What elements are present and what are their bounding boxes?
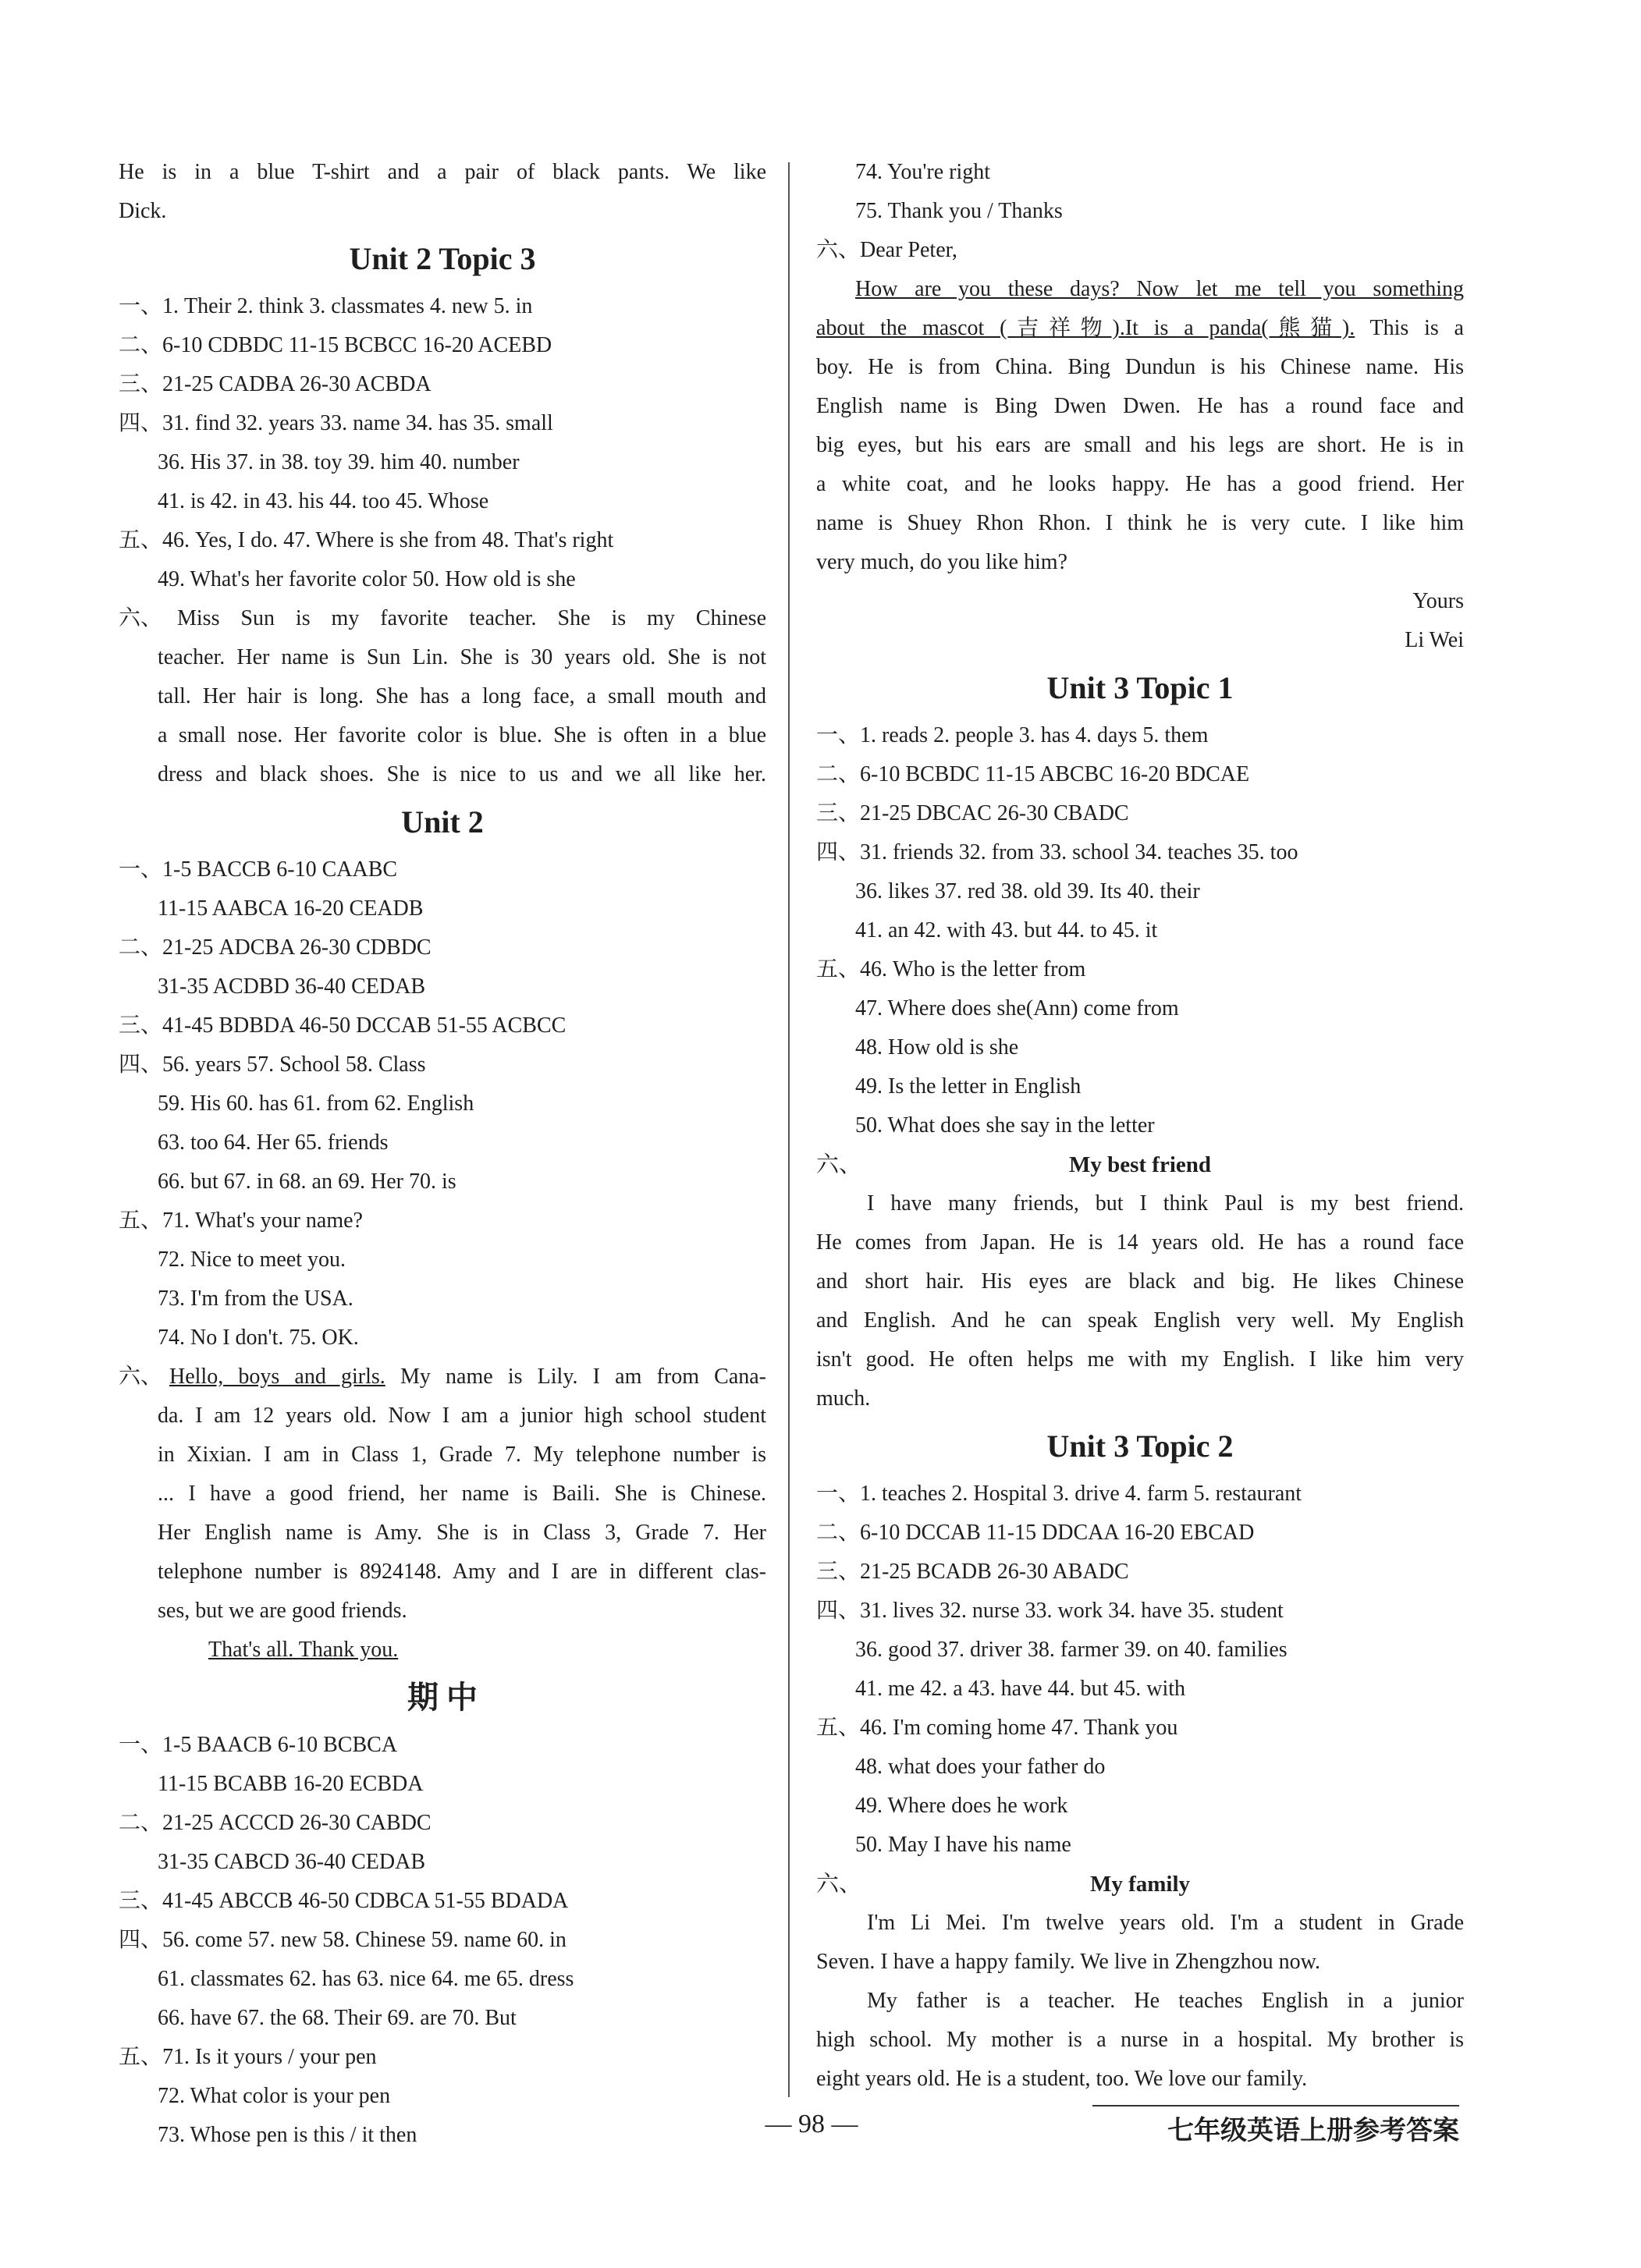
- essay-closing: That's all. Thank you.: [208, 1638, 399, 1662]
- column-divider: [788, 162, 790, 2097]
- answer-line: 五、46. I'm coming home 47. Thank you: [816, 1716, 1178, 1740]
- essay-line: tall. Her hair is long. She has a long face, a small mouth and: [158, 684, 766, 708]
- question-label: 六、: [816, 1872, 862, 1897]
- answer-line: 36. His 37. in 38. toy 39. him 40. number: [158, 450, 520, 474]
- essay-line: eight years old. He is a student, too. We love our family.: [816, 2067, 1308, 2091]
- essay-line: and short hair. His eyes are black and big. He likes Chinese: [816, 1269, 1464, 1294]
- essay-line: high school. My mother is a nurse in a hospital. My brother is: [816, 2028, 1464, 2052]
- answer-line: 三、21-25 DBCAC 26-30 CBADC: [816, 801, 1129, 825]
- answer-line: 二、6-10 DCCAB 11-15 DDCAA 16-20 EBCAD: [816, 1521, 1255, 1545]
- essay-line: much.: [816, 1386, 871, 1411]
- answer-line: 74. You're right: [855, 160, 991, 184]
- answer-line: 五、46. Who is the letter from: [816, 957, 1086, 981]
- answer-line: 36. good 37. driver 38. farmer 39. on 40. families: [855, 1638, 1288, 1662]
- essay-line: da. I am 12 years old. Now I am a junior high school student: [158, 1404, 766, 1428]
- letter-line: boy. He is from China. Bing Dundun is his Chinese name. His: [816, 355, 1464, 379]
- answer-line: 72. Nice to meet you.: [158, 1248, 346, 1272]
- essay-line: a small nose. Her favorite color is blue. She is often in a blue: [158, 723, 766, 747]
- answer-line: 49. Where does he work: [855, 1794, 1068, 1818]
- question-label: 六、: [119, 606, 163, 630]
- question-label: 六、: [119, 1365, 163, 1389]
- essay-line: Seven. I have a happy family. We live in Zhengzhou now.: [816, 1950, 1320, 1974]
- answer-line: 73. I'm from the USA.: [158, 1287, 353, 1311]
- answer-line: 50. May I have his name: [855, 1833, 1071, 1857]
- essay-line: ses, but we are good friends.: [158, 1599, 407, 1623]
- essay-line: I'm Li Mei. I'm twelve years old. I'm a student in Grade: [867, 1911, 1464, 1935]
- answer-line: 三、41-45 ABCCB 46-50 CDBCA 51-55 BDADA: [119, 1889, 569, 1913]
- answer-line: 48. what does your father do: [855, 1755, 1106, 1779]
- answer-line: 41. is 42. in 43. his 44. too 45. Whose: [158, 489, 489, 513]
- answer-line: 四、56. come 57. new 58. Chinese 59. name 60. in: [119, 1928, 567, 1952]
- answer-line: 二、21-25 ACCCD 26-30 CABDC: [119, 1811, 432, 1835]
- letter-signoff: Yours: [1412, 589, 1464, 613]
- answer-line: 一、1-5 BACCB 6-10 CAABC: [119, 857, 398, 882]
- answer-line: 四、56. years 57. School 58. Class: [119, 1052, 426, 1077]
- answer-line: 66. but 67. in 68. an 69. Her 70. is: [158, 1169, 456, 1194]
- answer-line: 三、21-25 BCADB 26-30 ABADC: [816, 1560, 1129, 1584]
- essay-line: 六、 Miss Sun is my favorite teacher. She is my Chinese: [119, 599, 766, 638]
- essay-line: Her English name is Amy. She is in Class 3, Grade 7. Her: [158, 1521, 766, 1545]
- answer-line: 31-35 ACDBD 36-40 CEDAB: [158, 974, 426, 999]
- section-heading: Unit 3 Topic 1: [1046, 670, 1234, 705]
- answer-line: 50. What does she say in the letter: [855, 1113, 1155, 1138]
- answer-line: 41. me 42. a 43. have 44. but 45. with: [855, 1677, 1186, 1701]
- answer-line: 一、1. teaches 2. Hospital 3. drive 4. farm 5. restaurant: [816, 1482, 1302, 1506]
- answer-line: 61. classmates 62. has 63. nice 64. me 65. dress: [158, 1967, 574, 1991]
- answer-line: 五、46. Yes, I do. 47. Where is she from 48. That's right: [119, 528, 614, 552]
- answer-line: 66. have 67. the 68. Their 69. are 70. But: [158, 2006, 517, 2030]
- answer-line: 二、21-25 ADCBA 26-30 CDBDC: [119, 935, 432, 960]
- essay-line: teacher. Her name is Sun Lin. She is 30 years old. She is not: [158, 645, 766, 669]
- answer-line: 五、71. What's your name?: [119, 1209, 363, 1233]
- answer-line: 74. No I don't. 75. OK.: [158, 1326, 359, 1350]
- essay-line: isn't good. He often helps me with my English. I like him very: [816, 1347, 1464, 1372]
- answer-line: 一、1. reads 2. people 3. has 4. days 5. them: [816, 723, 1209, 747]
- answer-line: 三、21-25 CADBA 26-30 ACBDA: [119, 372, 432, 396]
- essay-line: dress and black shoes. She is nice to us and we all like her.: [158, 762, 766, 786]
- answer-line: 36. likes 37. red 38. old 39. Its 40. their: [855, 879, 1200, 903]
- text-line: Dick.: [119, 199, 167, 223]
- answer-line: 41. an 42. with 43. but 44. to 45. it: [855, 918, 1158, 942]
- answer-line: 11-15 AABCA 16-20 CEADB: [158, 896, 424, 921]
- letter-line: about the mascot (吉祥物).It is a panda(熊猫). This is a: [816, 316, 1464, 340]
- letter-line: name is Shuey Rhon Rhon. I think he is very cute. I like him: [816, 511, 1464, 535]
- essay-line: I have many friends, but I think Paul is my best friend.: [867, 1191, 1464, 1216]
- essay-line: in Xixian. I am in Class 1, Grade 7. My telephone number is: [158, 1443, 766, 1467]
- answer-line: 四、31. friends 32. from 33. school 34. teaches 35. too: [816, 840, 1298, 864]
- answer-line: 73. Whose pen is this / it then: [158, 2123, 417, 2147]
- answer-line: 72. What color is your pen: [158, 2084, 391, 2108]
- page-number: — 98 —: [765, 2110, 858, 2138]
- answer-line: 一、1-5 BAACB 6-10 BCBCA: [119, 1733, 398, 1757]
- answer-line: 47. Where does she(Ann) come from: [855, 996, 1179, 1020]
- right-column: [816, 153, 1464, 2099]
- footer-rule: [1092, 2105, 1459, 2107]
- essay-line: He comes from Japan. He is 14 years old. He has a round face: [816, 1230, 1464, 1255]
- answer-line: 11-15 BCABB 16-20 ECBDA: [158, 1772, 424, 1796]
- section-heading: Unit 2: [401, 804, 484, 839]
- section-heading: Unit 2 Topic 3: [349, 241, 536, 276]
- answer-line: 48. How old is she: [855, 1035, 1019, 1059]
- letter-line: big eyes, but his ears are small and his legs are short. He is in: [816, 433, 1464, 457]
- essay-line: 六、 Hello, boys and girls. My name is Lily. I am from Cana-: [119, 1358, 766, 1397]
- answer-line: 三、41-45 BDBDA 46-50 DCCAB 51-55 ACBCC: [119, 1013, 567, 1038]
- answer-line: 四、31. find 32. years 33. name 34. has 35. small: [119, 411, 553, 435]
- answer-line: 五、71. Is it yours / your pen: [119, 2045, 377, 2069]
- left-column: [119, 153, 766, 2155]
- answer-line: 49. Is the letter in English: [855, 1074, 1082, 1099]
- letter-signature: Li Wei: [1405, 628, 1464, 652]
- letter-line: How are you these days? Now let me tell you something: [855, 277, 1464, 301]
- letter-line: English name is Bing Dwen Dwen. He has a round face and: [816, 394, 1464, 418]
- answer-line: 二、6-10 BCBDC 11-15 ABCBC 16-20 BDCAE: [816, 762, 1250, 786]
- answer-line: 一、1. Their 2. think 3. classmates 4. new 5. in: [119, 294, 533, 318]
- essay-line: ... I have a good friend, her name is Baili. She is Chinese.: [158, 1482, 766, 1506]
- answer-line: 四、31. lives 32. nurse 33. work 34. have 35. student: [816, 1599, 1284, 1623]
- essay-title-row: [816, 1145, 1464, 1184]
- answer-line: 31-35 CABCD 36-40 CEDAB: [158, 1850, 426, 1874]
- section-heading: 期 中: [407, 1680, 478, 1715]
- answer-line: 49. What's her favorite color 50. How old is she: [158, 567, 576, 591]
- answer-line: 63. too 64. Her 65. friends: [158, 1130, 389, 1155]
- essay-line: telephone number is 8924148. Amy and I are in different clas-: [158, 1560, 766, 1584]
- essay-line: My father is a teacher. He teaches English in a junior: [867, 1989, 1464, 2013]
- question-label: 六、: [816, 238, 861, 262]
- question-label: 六、: [816, 1152, 862, 1177]
- letter-line: a white coat, and he looks happy. He has a good friend. Her: [816, 472, 1464, 496]
- essay-title-row: [816, 1865, 1464, 1904]
- essay-title: My family: [1089, 1872, 1191, 1897]
- essay-title: My best friend: [1068, 1152, 1212, 1177]
- letter-line: very much, do you like him?: [816, 550, 1067, 574]
- answer-line: 二、6-10 CDBDC 11-15 BCBCC 16-20 ACEBD: [119, 333, 552, 357]
- essay-line: and English. And he can speak English very well. My English: [816, 1308, 1464, 1333]
- footer-book-title: 七年级英语上册参考答案: [1167, 2115, 1459, 2146]
- letter-greeting: 六、Dear Peter,: [816, 238, 957, 262]
- answer-line: 59. His 60. has 61. from 62. English: [158, 1091, 474, 1116]
- answer-line: 75. Thank you / Thanks: [855, 199, 1063, 223]
- section-heading: Unit 3 Topic 2: [1046, 1429, 1234, 1464]
- text-line: He is in a blue T-shirt and a pair of black pants. We like: [119, 160, 766, 184]
